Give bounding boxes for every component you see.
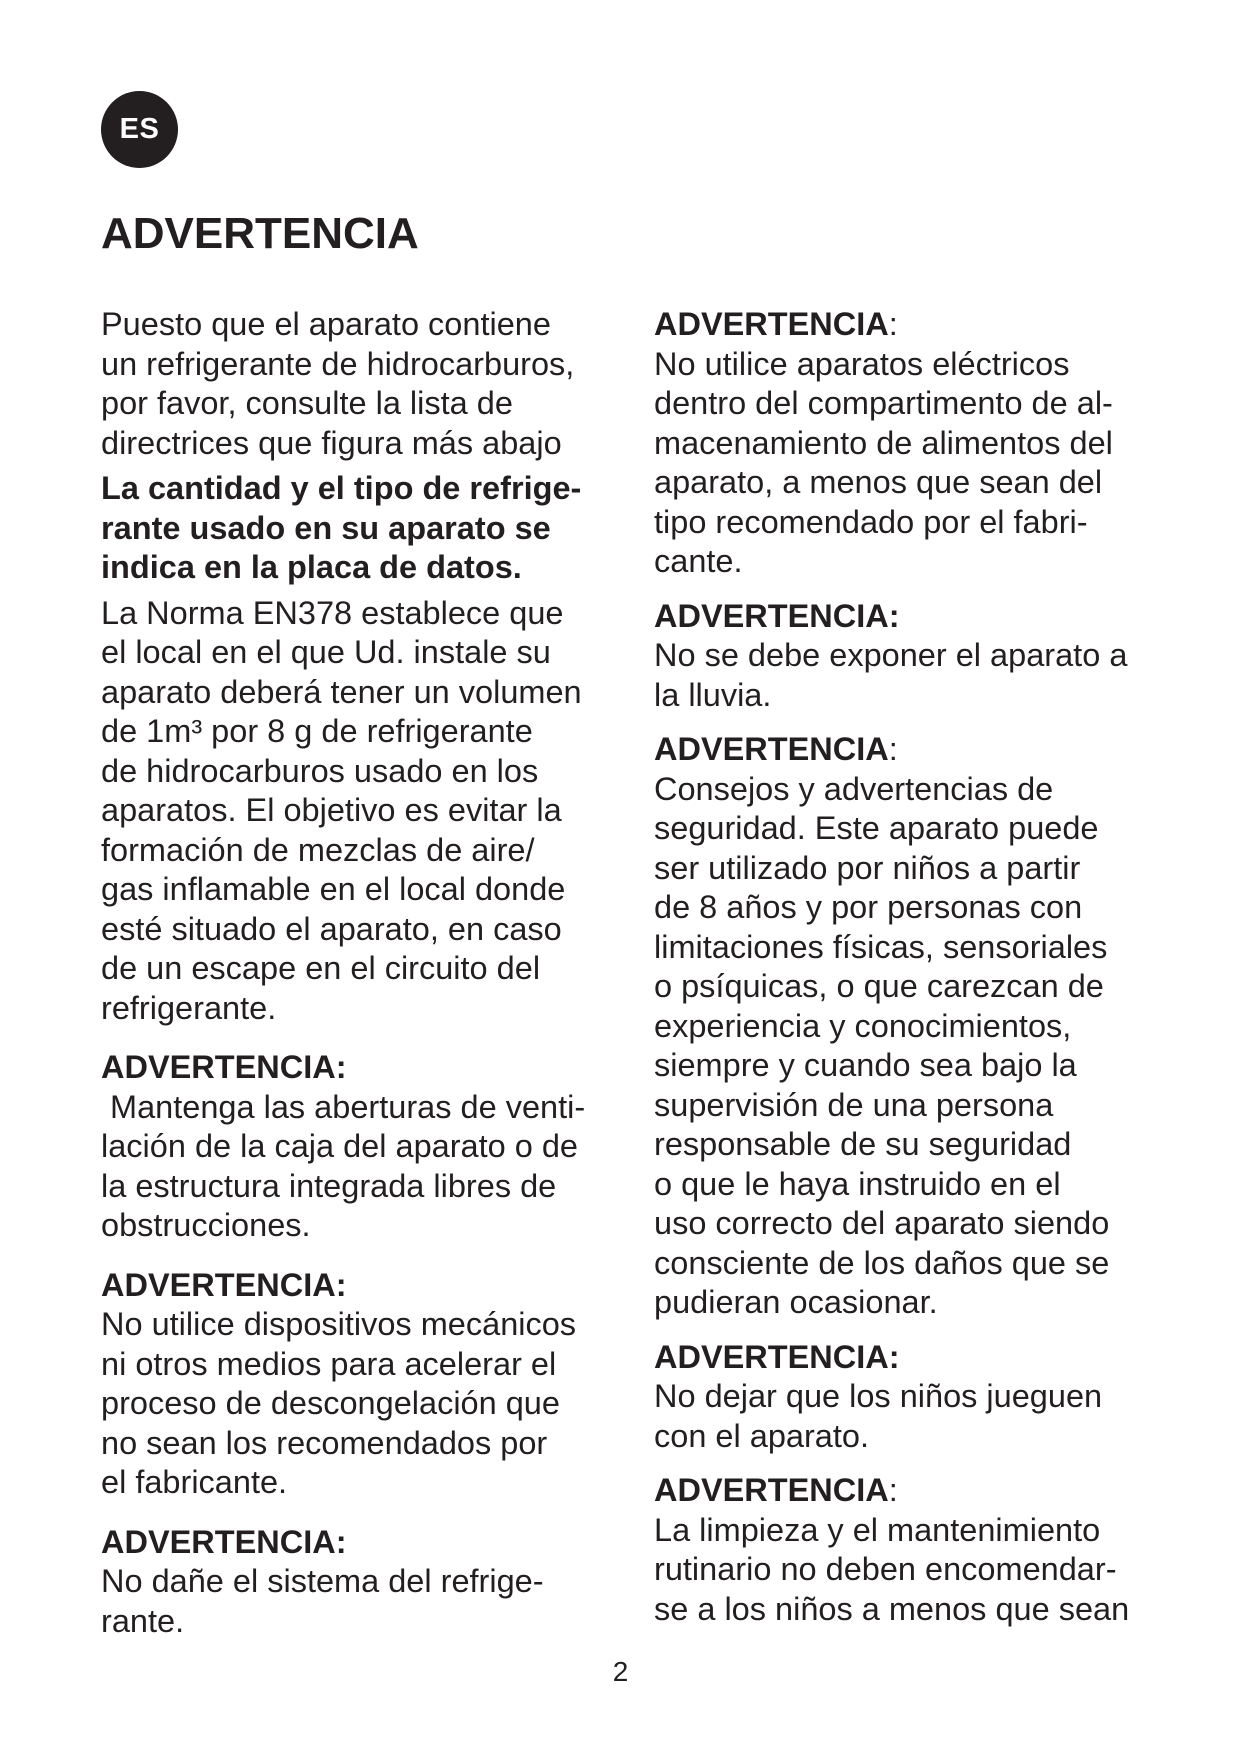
text-line: consciente de los daños que se <box>654 1244 1110 1281</box>
text-line: refrigerante. <box>101 989 277 1026</box>
warning-heading: ADVERTENCIA: <box>101 1049 347 1085</box>
intro-paragraph <box>101 305 621 463</box>
warning-electrical-appliances <box>654 305 1154 582</box>
text-line: no sean los recomendados por <box>101 1424 548 1461</box>
text-line: indica en la placa de datos. <box>101 549 522 585</box>
text-line: rutinario no deben encomendar- <box>654 1551 1117 1587</box>
text-line: La Norma EN378 establece que <box>101 594 564 631</box>
text-line: aparato deberá tener un volumen <box>101 673 582 710</box>
warning-heading: ADVERTENCIA: <box>101 1266 347 1303</box>
warning-heading: ADVERTENCIA: <box>654 597 900 634</box>
text-line: No utilice dispositivos mecánicos <box>101 1306 577 1342</box>
text-line: Consejos y advertencias de <box>654 770 1054 807</box>
text-line: uso correcto del aparato siendo <box>654 1205 1110 1241</box>
text-line: obstrucciones. <box>101 1207 311 1243</box>
warning-rain <box>654 597 1154 716</box>
text-line: pudieran ocasionar. <box>654 1284 938 1320</box>
warning-heading-line <box>654 1471 1154 1511</box>
text-line: ni otros medios para acelerar el <box>101 1345 557 1382</box>
warning-heading: ADVERTENCIA <box>654 306 889 342</box>
warning-heading: ADVERTENCIA <box>654 1472 889 1508</box>
warning-heading-line <box>654 730 1154 770</box>
text-line: aparatos. El objetivo es evitar la <box>101 792 562 828</box>
warning-heading: ADVERTENCIA: <box>101 1523 347 1560</box>
left-column <box>101 305 621 1641</box>
text-line: No se debe exponer el aparato a <box>654 637 1128 673</box>
text-line: de 8 años y por personas con <box>654 889 1083 925</box>
text-line: rante usado en su aparato se <box>101 509 551 546</box>
warning-heading-line <box>654 305 1154 345</box>
page-number: 2 <box>612 1656 629 1687</box>
warning-children-play <box>654 1338 1154 1457</box>
text-line: formación de mezclas de aire/ <box>101 831 535 868</box>
heading-colon: : <box>888 1472 898 1508</box>
text-line: por favor, consulte la lista de <box>101 385 513 421</box>
warning-defrost <box>101 1266 621 1503</box>
text-line: esté situado el aparato, en caso <box>101 910 562 947</box>
text-line: un refrigerante de hidrocarburos, <box>101 345 575 382</box>
text-line: ser utilizado por niños a partir <box>654 849 1081 886</box>
text-line: La cantidad y el tipo de refrige- <box>101 470 582 506</box>
text-line: de un escape en el circuito del <box>101 950 541 986</box>
text-line: cante. <box>654 543 743 579</box>
text-line: No dañe el sistema del refrige- <box>101 1563 544 1599</box>
text-line: No utilice aparatos eléctricos <box>654 345 1070 382</box>
text-line: el fabricante. <box>101 1464 288 1500</box>
text-line: el local en el que Ud. instale su <box>101 634 551 670</box>
text-line: proceso de descongelación que <box>101 1385 560 1421</box>
text-line: rante. <box>101 1602 185 1639</box>
text-line: aparato, a menos que sean del <box>654 464 1103 500</box>
text-line: gas inflamable en el local donde <box>101 871 566 907</box>
text-line: Mantenga las aberturas de venti- <box>101 1088 586 1125</box>
text-line: directrices que figura más abajo <box>101 424 562 461</box>
text-line: lación de la caja del aparato o de <box>101 1128 579 1164</box>
text-line: experiencia y conocimientos, <box>654 1007 1072 1044</box>
text-line: macenamiento de alimentos del <box>654 424 1113 461</box>
warning-safety-advice <box>654 730 1154 1323</box>
text-line: de 1m³ por 8 g de refrigerante <box>101 713 533 749</box>
text-line: de hidrocarburos usado en los <box>101 752 539 789</box>
text-line: dentro del compartimento de al- <box>654 385 1113 421</box>
norm-en378-paragraph <box>101 594 621 1029</box>
language-badge-es: ES <box>101 91 178 168</box>
text-line: siempre y cuando sea bajo la <box>654 1047 1077 1083</box>
refrigerant-note-paragraph <box>101 469 621 588</box>
text-line: supervisión de una persona <box>654 1086 1054 1123</box>
text-line: Puesto que el aparato contiene <box>101 306 551 342</box>
text-line: No dejar que los niños jueguen <box>654 1378 1103 1414</box>
text-line: con el aparato. <box>654 1417 870 1454</box>
heading-colon: : <box>888 731 898 767</box>
page-title: ADVERTENCIA <box>101 209 419 258</box>
warning-ventilation <box>101 1048 621 1246</box>
heading-colon: : <box>888 306 898 342</box>
text-line: tipo recomendado por el fabri- <box>654 503 1088 540</box>
text-line: seguridad. Este aparato puede <box>654 810 1099 846</box>
text-line: La limpieza y el mantenimiento <box>654 1511 1101 1548</box>
right-column <box>654 305 1154 1629</box>
warning-heading: ADVERTENCIA: <box>654 1338 900 1375</box>
text-line: o que le haya instruido en el <box>654 1165 1061 1202</box>
warning-refrigerant-system <box>101 1523 621 1642</box>
warning-cleaning <box>654 1471 1154 1629</box>
text-line: responsable de su seguridad <box>654 1126 1072 1162</box>
text-line: o psíquicas, o que carezcan de <box>654 968 1104 1004</box>
text-line: se a los niños a menos que sean <box>654 1590 1130 1627</box>
warning-heading: ADVERTENCIA <box>654 731 889 767</box>
text-line: limitaciones físicas, sensoriales <box>654 928 1108 965</box>
text-line: la lluvia. <box>654 676 772 713</box>
text-line: la estructura integrada libres de <box>101 1167 557 1204</box>
